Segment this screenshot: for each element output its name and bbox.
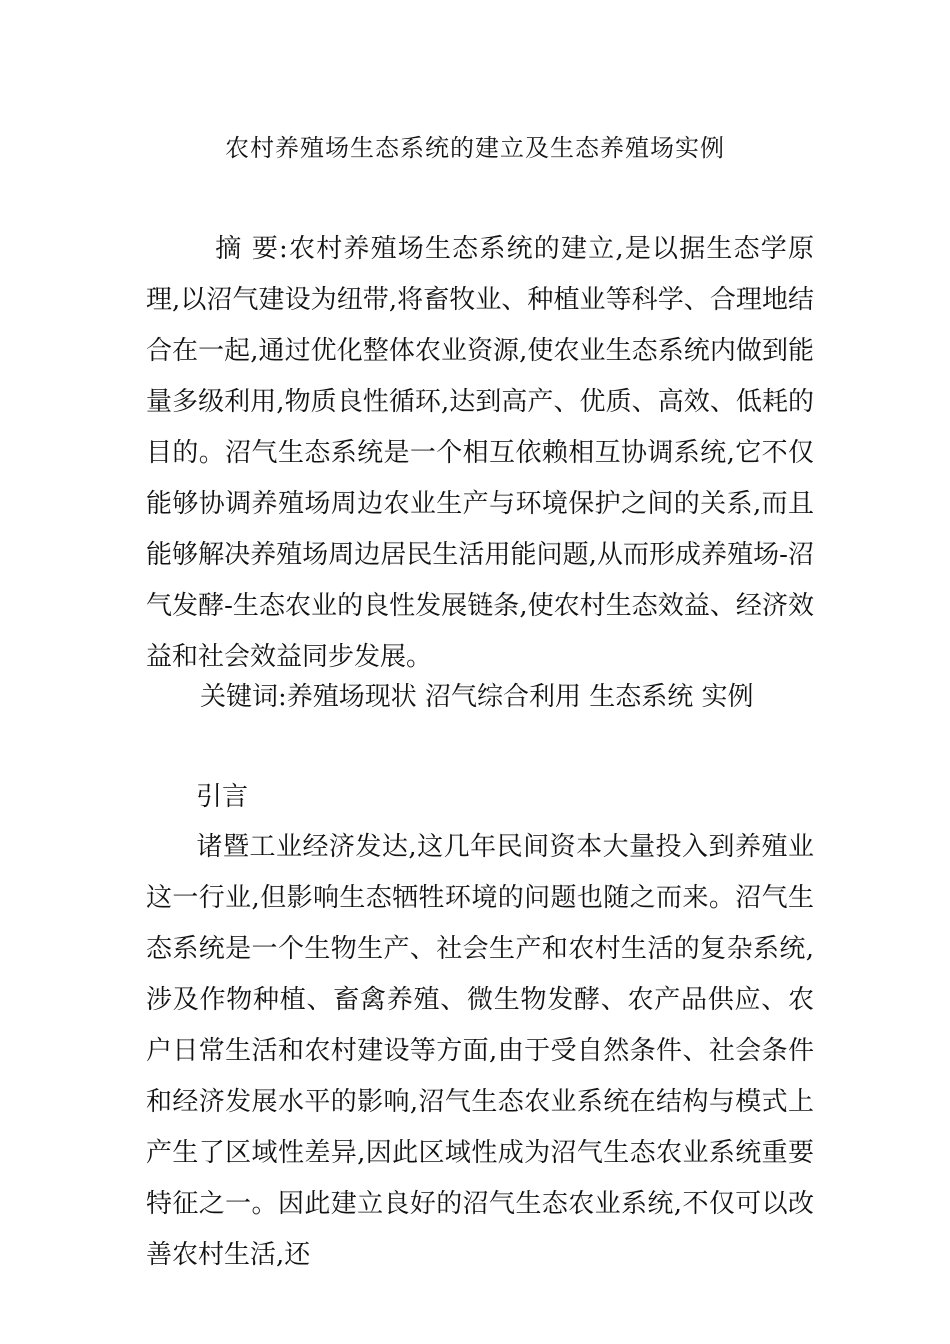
- abstract-label: 摘 要:: [214, 234, 288, 264]
- keywords-text: 养殖场现状 沼气综合利用 生态系统 实例: [286, 682, 754, 712]
- abstract-text: 农村养殖场生态系统的建立,是以据生态学原理,以沼气建设为纽带,将畜牧业、种植业等科学、合理地结合在一起,通过优化整体农业资源,使农业生态系统内做到能量多级利用,物质良性循环,达到高产、优质、高效、低耗的目的。沼气生态系统是一个相互依赖相互协调系统,它不仅能够协调养殖场周边农业生产与环境保护之间的关系,而且能够解决养殖场周边居民生活用能问题,从而形成养殖场-沼气发酵-生态农业的良性发展链条,使农村生态效益、经济效益和社会效益同步发展。: [146, 234, 814, 672]
- abstract-paragraph: [146, 224, 814, 683]
- document-title: 农村养殖场生态系统的建立及生态养殖场实例: [225, 134, 725, 162]
- intro-text: 诸暨工业经济发达,这几年民间资本大量投入到养殖业这一行业,但影响生态牺牲环境的问题也随之而来。沼气生态系统是一个生物生产、社会生产和农村生活的复杂系统,涉及作物种植、畜禽养殖、微生物发酵、农产品供应、农户日常生活和农村建设等方面,由于受自然条件、社会条件和经济发展水平的影响,沼气生态农业系统在结构与模式上产生了区域性差异,因此区域性成为沼气生态农业系统重要特征之一。因此建立良好的沼气生态农业系统,不仅可以改善农村生活,还: [146, 832, 814, 1270]
- keywords-line: [200, 672, 820, 723]
- intro-heading: 引言: [196, 782, 249, 812]
- keywords-label: 关键词:: [200, 682, 287, 712]
- intro-paragraph: [146, 822, 814, 1281]
